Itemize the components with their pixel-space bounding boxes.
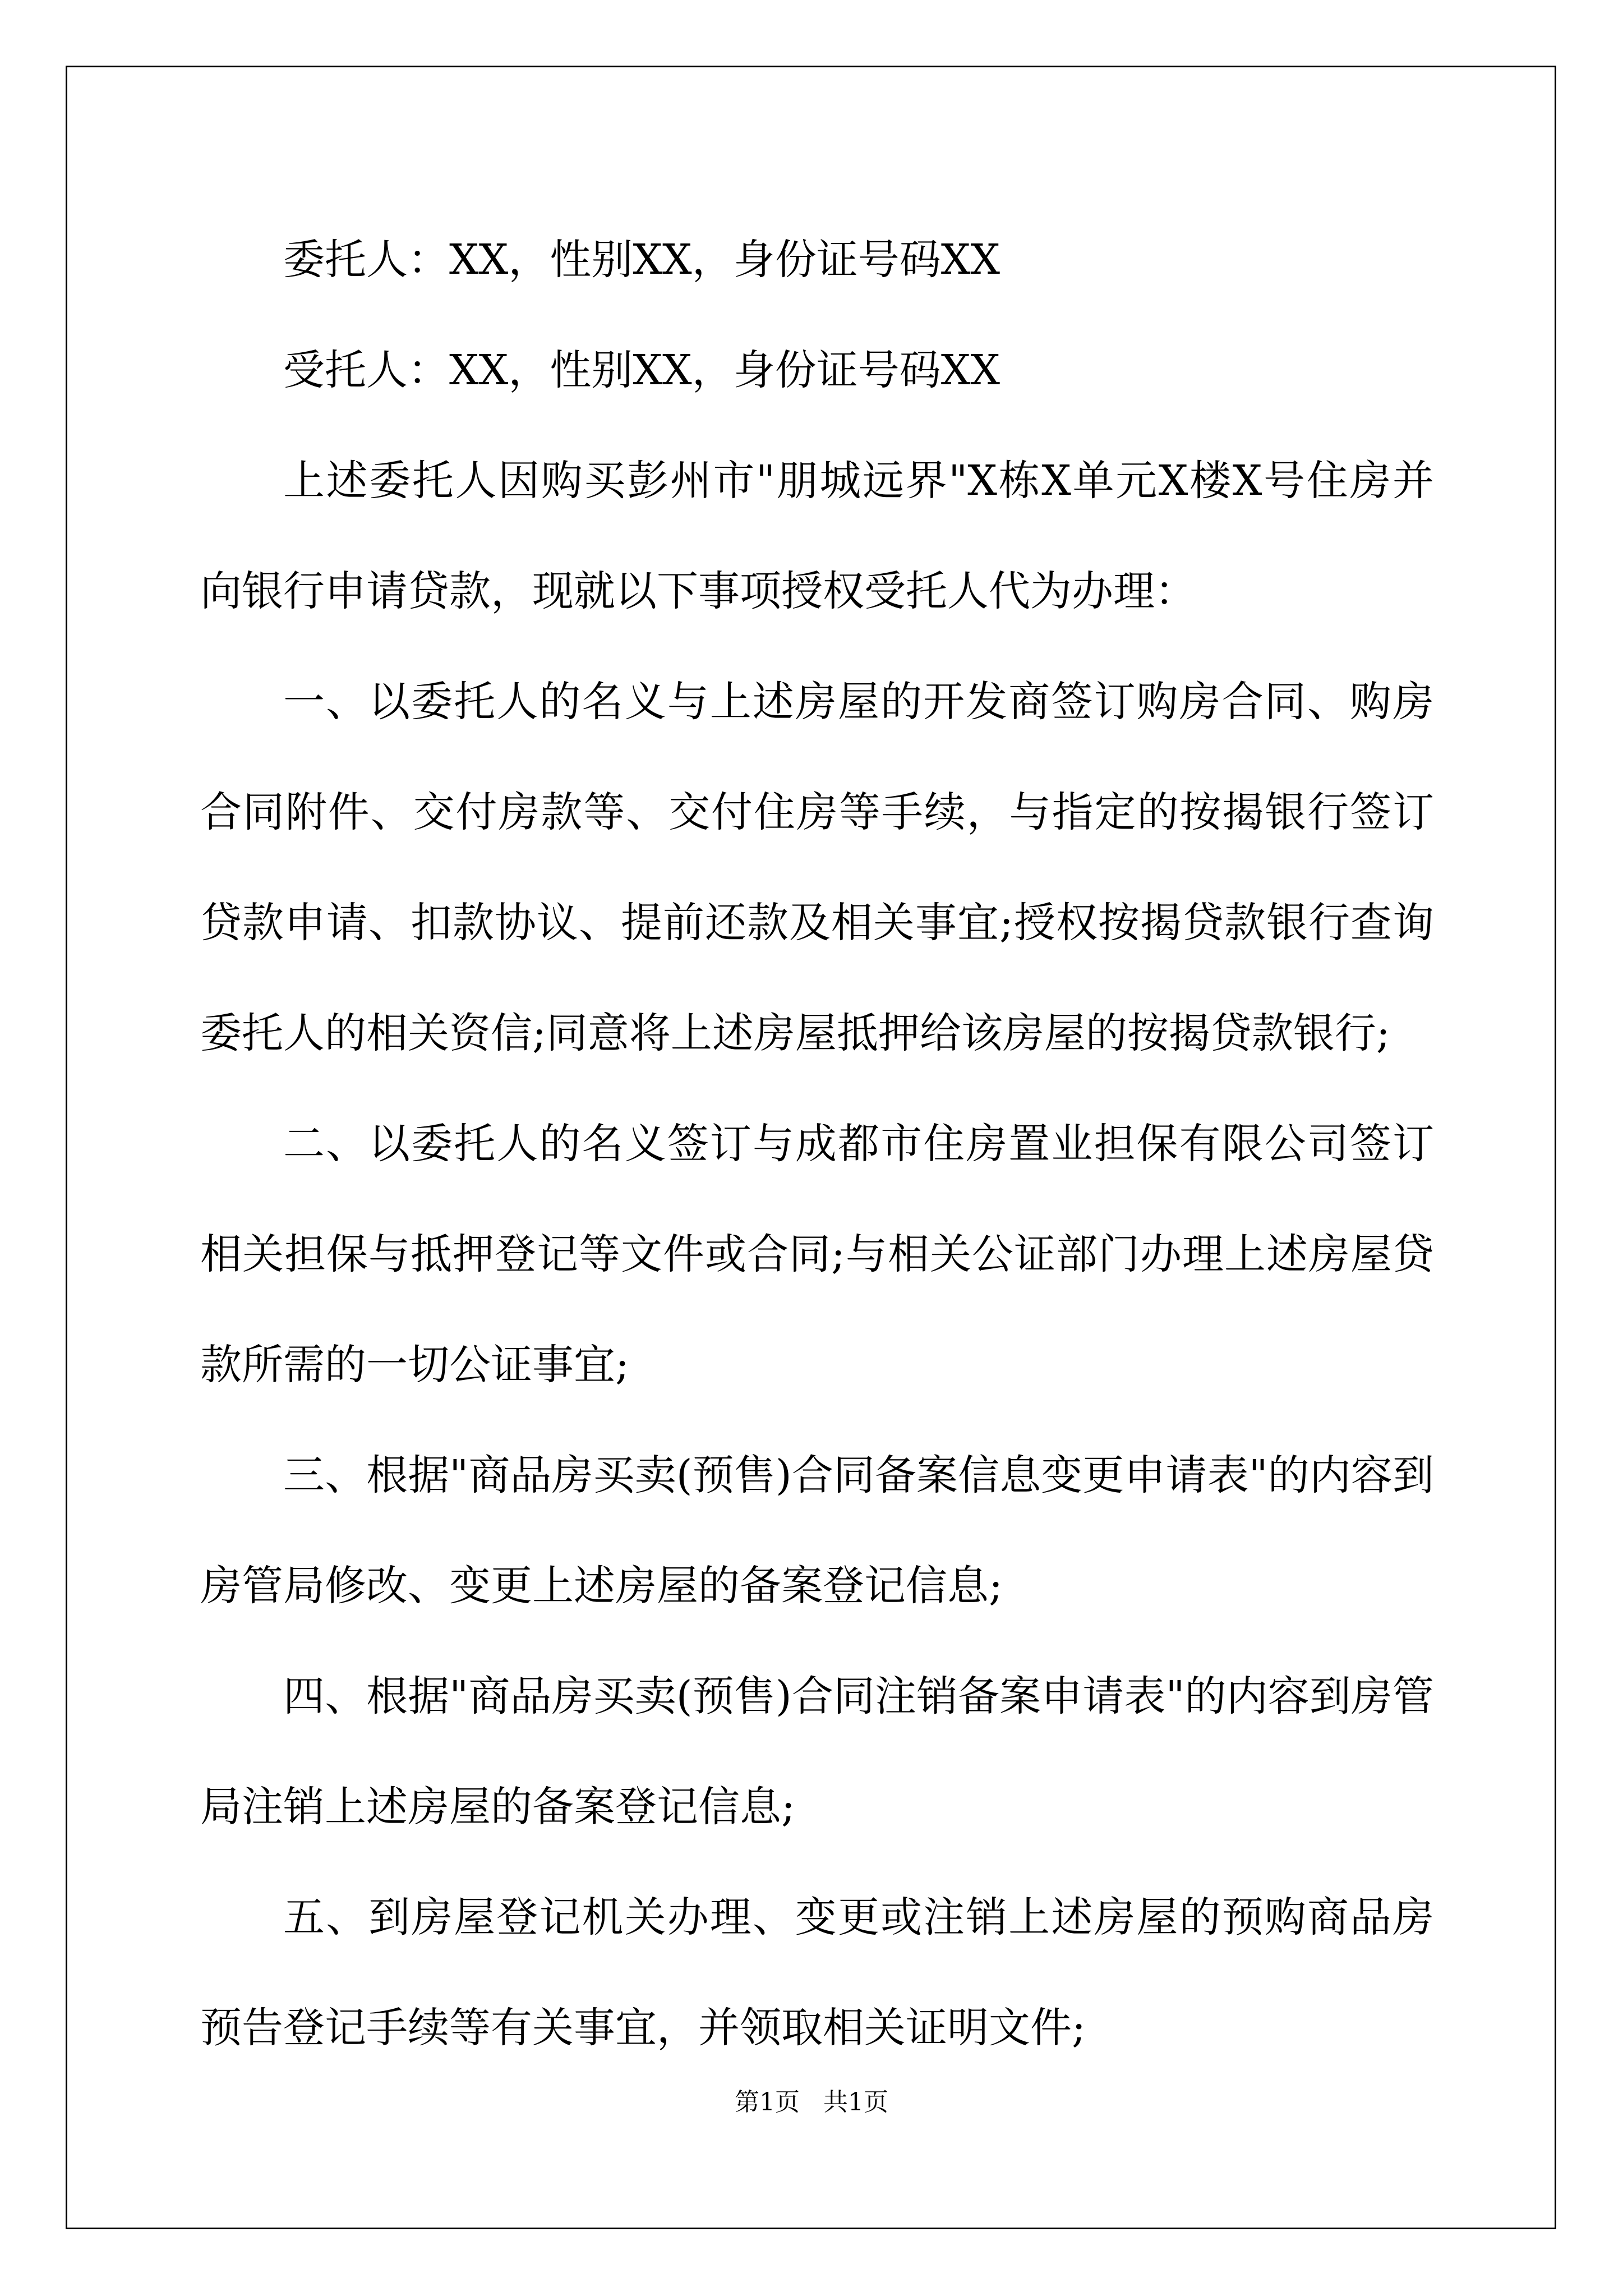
page-number: 第1页 (735, 2088, 800, 2116)
page-footer (0, 2086, 1623, 2119)
page-total: 共1页 (823, 2088, 888, 2116)
paragraph-item-2: 二、以委托人的名义签订与成都市住房置业担保有限公司签订相关担保与抵押登记等文件或合同;与相关公证部门办理上述房屋贷款所需的一切公证事宜; (200, 1120, 1434, 1389)
paragraph-agent: 受托人：XX，性别XX，身份证号码XX (283, 346, 1000, 394)
document-body (200, 205, 1434, 2083)
paragraph-intro: 上述委托人因购买彭州市"朋城远界"X栋X单元X楼X号住房并向银行申请贷款，现就以下事项授权受托人代为办理： (200, 457, 1434, 615)
paragraph-item-1: 一、以委托人的名义与上述房屋的开发商签订购房合同、购房合同附件、交付房款等、交付住房等手续，与指定的按揭银行签订贷款申请、扣款协议、提前还款及相关事宜;授权按揭贷款银行查询委托人的相关资信;同意将上述房屋抵押给该房屋的按揭贷款银行; (200, 678, 1434, 1057)
paragraph-item-5: 五、到房屋登记机关办理、变更或注销上述房屋的预购商品房预告登记手续等有关事宜，并领取相关证明文件; (200, 1893, 1434, 2052)
paragraph-item-4: 四、根据"商品房买卖(预售)合同注销备案申请表"的内容到房管局注销上述房屋的备案登记信息; (200, 1672, 1434, 1831)
paragraph-principal: 委托人：XX，性别XX，身份证号码XX (283, 236, 1000, 284)
paragraph-item-3: 三、根据"商品房买卖(预售)合同备案信息变更申请表"的内容到房管局修改、变更上述房屋的备案登记信息; (200, 1451, 1434, 1610)
